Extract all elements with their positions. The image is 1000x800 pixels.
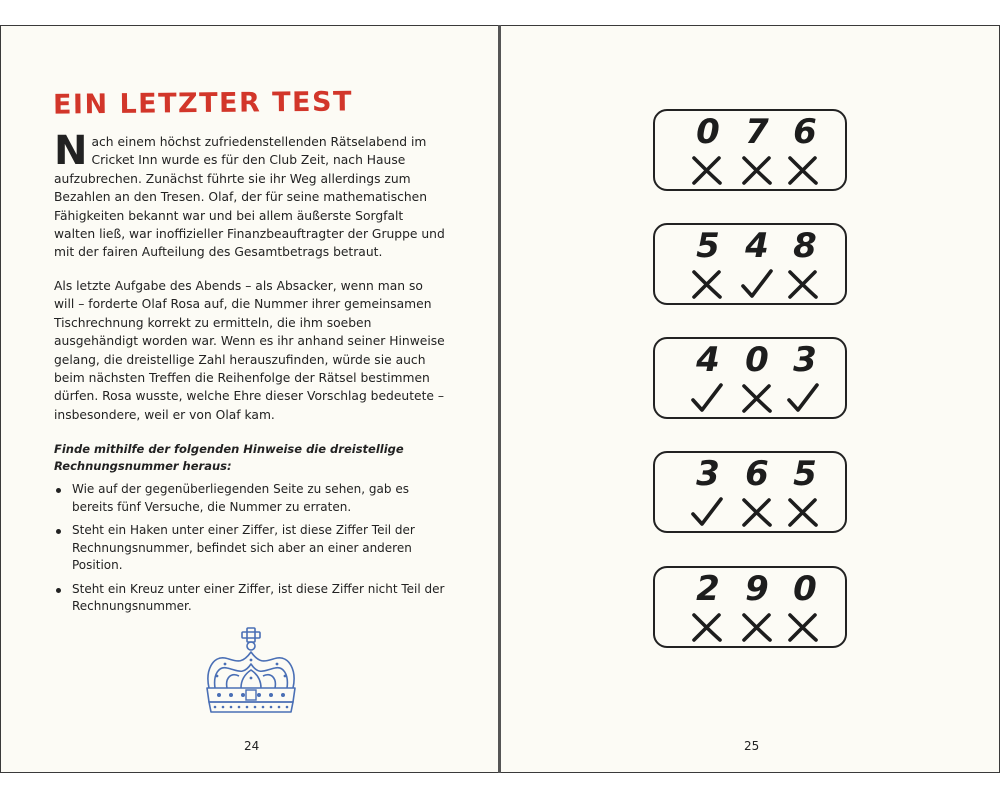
page-number-right: 25 <box>744 739 760 753</box>
guess-digit: 0 <box>793 569 817 609</box>
cross-mark-icon <box>689 610 725 644</box>
cross-mark-icon <box>785 610 821 644</box>
hint-item: Steht ein Kreuz unter einer Ziffer, ist diese Ziffer nicht Teil der Rechnungsnummer. <box>54 581 446 616</box>
guess-digit: 7 <box>745 112 769 152</box>
bullet-icon <box>56 588 61 593</box>
cross-mark-icon <box>739 381 775 415</box>
guess-digit: 4 <box>745 226 769 266</box>
guess-digit: 5 <box>696 226 720 266</box>
guess-box <box>653 451 847 533</box>
crown-icon <box>201 626 301 718</box>
book-spread <box>0 25 1000 773</box>
guess-box <box>653 566 847 648</box>
guess-digit: 0 <box>696 112 720 152</box>
cross-mark-icon <box>739 495 775 529</box>
cross-mark-icon <box>689 153 725 187</box>
cross-mark-icon <box>785 495 821 529</box>
puzzle-instruction: Finde mithilfe der folgenden Hinweise die dreistellige Rechnungsnummer heraus: <box>54 442 404 473</box>
guess-digit: 6 <box>793 112 817 152</box>
check-mark-icon <box>739 267 775 301</box>
guess-digit: 8 <box>793 226 817 266</box>
page-number-left: 24 <box>244 739 260 753</box>
hint-item: Wie auf der gegenüberliegenden Seite zu sehen, gab es bereits fünf Versuche, die Nummer zu erraten. <box>54 481 446 516</box>
hint-list <box>54 481 446 622</box>
check-mark-icon <box>785 381 821 415</box>
intro-paragraph <box>54 128 446 262</box>
guess-digit: 3 <box>793 340 817 380</box>
guess-digit: 5 <box>793 454 817 494</box>
guess-digit: 0 <box>745 340 769 380</box>
guess-digit: 6 <box>745 454 769 494</box>
guess-box <box>653 337 847 419</box>
bullet-icon <box>56 488 61 493</box>
guess-box <box>653 223 847 305</box>
bullet-icon <box>56 529 61 534</box>
book-gutter <box>498 25 501 773</box>
intro-text: ach einem höchst zufriedenstellenden Rätselabend im Cricket Inn wurde es für den Club Zeit, nach Hause aufzubrechen. Zunächst führte sie ihr Weg allerdings zum Bezahlen an den Tresen. Olaf, der für seine mathematischen Fähigkeiten bekannt war und bei allem äußerste Sorgfalt walten ließ, war inoffizieller Finanzbeauftragter der Gruppe und mit der fairen Aufteilung des Gesamtbetrags betraut. <box>54 135 445 260</box>
guess-digit: 3 <box>696 454 720 494</box>
hint-item: Steht ein Haken unter einer Ziffer, ist diese Ziffer Teil der Rechnungsnummer, befindet sich aber an einer anderen Position. <box>54 522 446 575</box>
cross-mark-icon <box>785 267 821 301</box>
guess-digit: 4 <box>696 340 720 380</box>
guess-digit: 9 <box>745 569 769 609</box>
story-paragraph: Als letzte Aufgabe des Abends – als Absacker, wenn man so will – forderte Olaf Rosa auf, die Nummer ihrer gemeinsamen Tischrechnung korrekt zu ermitteln, die ihm soeben ausgehändigt worden war. Wenn es ihr anhand seiner Hinweise gelang, die dreistellige Zahl herauszufinden, würde sie auch beim nächsten Treffen die Reihenfolge der Rätsel bestimmen dürfen. Rosa wusste, welche Ehre dieser Vorschlag bedeutete – insbesondere, weil er von Olaf kam. <box>54 279 445 422</box>
cross-mark-icon <box>785 153 821 187</box>
cross-mark-icon <box>689 267 725 301</box>
cross-mark-icon <box>739 153 775 187</box>
cross-mark-icon <box>739 610 775 644</box>
guess-box <box>653 109 847 191</box>
page-title: EIN LETZTER TEST <box>52 86 354 121</box>
check-mark-icon <box>689 381 725 415</box>
check-mark-icon <box>689 495 725 529</box>
drop-cap: N <box>54 128 88 174</box>
guess-digit: 2 <box>696 569 720 609</box>
left-page <box>0 25 500 773</box>
